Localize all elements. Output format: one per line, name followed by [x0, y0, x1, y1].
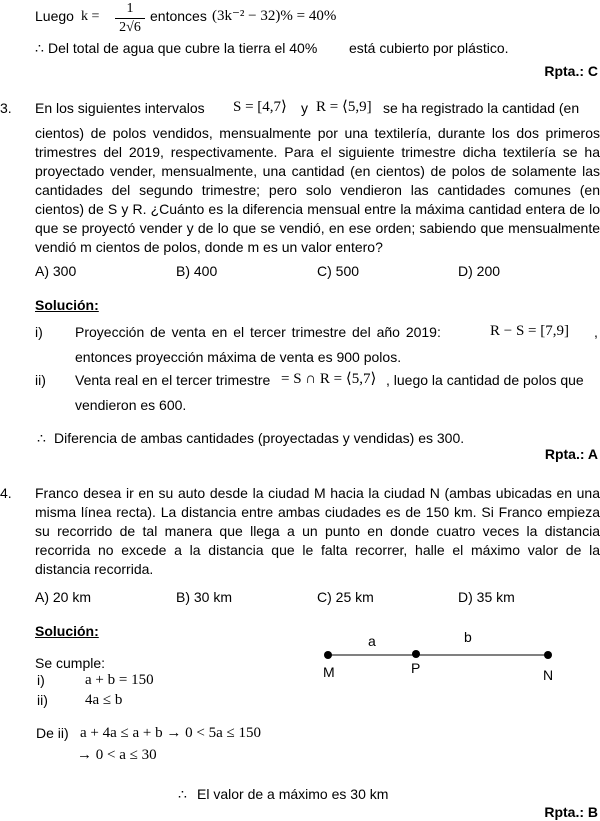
step-ii-text: Venta real en el tercer trimestre — [75, 372, 271, 388]
step-ii-label: ii) — [35, 372, 46, 388]
segment-diagram — [310, 620, 580, 690]
option-a: A) 300 — [35, 263, 77, 279]
point-p — [412, 650, 420, 658]
step-ii-label: ii) — [37, 692, 48, 708]
arrow-expression: → 0 < a ≤ 30 — [77, 747, 157, 763]
point-m — [324, 651, 332, 659]
option-d: D) 200 — [458, 263, 501, 279]
luego-label: Luego — [35, 8, 74, 24]
option-c: C) 500 — [317, 263, 360, 279]
therefore-symbol: ∴ — [178, 786, 187, 802]
label-n: N — [543, 667, 554, 683]
step-i-comma: , — [594, 324, 598, 340]
step-i-expression: a + b = 150 — [85, 672, 154, 688]
option-c: C) 25 km — [317, 589, 374, 605]
step-ii-expression: 4a ≤ b — [85, 692, 123, 708]
de-ii-expression: a + 4a ≤ a + b → 0 < 5a ≤ 150 — [80, 725, 261, 741]
step-ii-expression: = S ∩ R = ⟨5,7⟩ — [281, 371, 377, 387]
set-s: S = [4,7⟩ — [233, 99, 287, 115]
answer-q3: Rpta.: A — [544, 446, 598, 462]
label-b: b — [464, 629, 472, 645]
question-number: 3. — [0, 100, 12, 116]
option-b: B) 30 km — [176, 589, 233, 605]
therefore-symbol: ∴ — [35, 40, 44, 56]
conclusion-tail: está cubierto por plástico. — [349, 40, 509, 56]
de-ii-label: De ii) — [36, 725, 69, 741]
option-a: A) 20 km — [35, 589, 92, 605]
y-connector: y — [301, 100, 308, 116]
conclusion-text: Diferencia de ambas cantidades (proyectadas y vendidas) es 300. — [54, 430, 465, 446]
step-i-label: i) — [37, 672, 45, 688]
option-d: D) 35 km — [458, 589, 515, 605]
solution-title: Solución: — [35, 297, 99, 313]
point-n — [544, 651, 552, 659]
step-i-text-2: entonces proyección máxima de venta es 900 polos. — [75, 349, 402, 365]
percent-expression: (3k⁻² − 32)% = 40% — [212, 8, 337, 24]
answer-top: Rpta.: C — [544, 63, 598, 79]
question-body: cientos) de polos vendidos, mensualmente por una textilería, durante los dos primeros trimestres del 2019, respectivamente. Para el siguiente trimestre dicha textilería se ha proyectado vender, mensualmente, una cantidad (en cientos) de polos de solamente las cantidades del segundo trimestre; pero solo vendieron las cantidades comunes (en cientos) de S y R. ¿Cuánto es la diferencia mensual entre la máxima cantidad entera de lo que se proyectó vender y de lo que se vendió, en ese orden; sabiendo que mensualmente vendió m cientos de polos, donde m es un valor entero? — [35, 125, 600, 255]
question-intro-tail: se ha registrado la cantidad (en — [383, 100, 580, 116]
option-b: B) 400 — [176, 263, 218, 279]
label-m: M — [323, 664, 335, 680]
label-p: P — [411, 660, 421, 676]
question-intro: En los siguientes intervalos — [35, 100, 205, 116]
entonces-label: entonces — [150, 8, 207, 24]
therefore-symbol: ∴ — [37, 430, 46, 446]
fraction-numerator: 1 — [126, 1, 134, 16]
question-body: Franco desea ir en su auto desde la ciudad M hacia la ciudad N (ambas ubicadas en una misma línea recta). La distancia entre ambas ciudades es de 150 km. Si Franco empieza su recorrido de tal manera que llega a un punto en donde cuatro veces la distancia recorrida no excede a la distancia que le falta recorrer, halle el máximo valor de la distancia recorrida. — [35, 485, 600, 577]
answer-q4: Rpta.: B — [544, 804, 598, 820]
fraction-denominator: 2√6 — [119, 20, 141, 35]
set-r: R = ⟨5,9] — [316, 99, 372, 115]
step-i-text: Proyección de venta en el tercer trimestre del año 2019: — [75, 324, 441, 340]
conclusion-text: El valor de a máximo es 30 km — [197, 786, 389, 802]
solution-title: Solución: — [35, 623, 99, 639]
question-number: 4. — [0, 485, 12, 501]
se-cumple-label: Se cumple: — [35, 655, 106, 671]
step-i-label: i) — [35, 324, 43, 340]
step-ii-text-b: , luego la cantidad de polos que — [386, 372, 584, 388]
label-a: a — [368, 633, 376, 649]
conclusion-text: Del total de agua que cubre la tierra el 40% — [48, 40, 318, 56]
step-i-expression: R − S = [7,9] — [490, 323, 570, 339]
k-equals: k = — [81, 9, 100, 24]
step-ii-text-2: vendieron es 600. — [75, 397, 187, 413]
